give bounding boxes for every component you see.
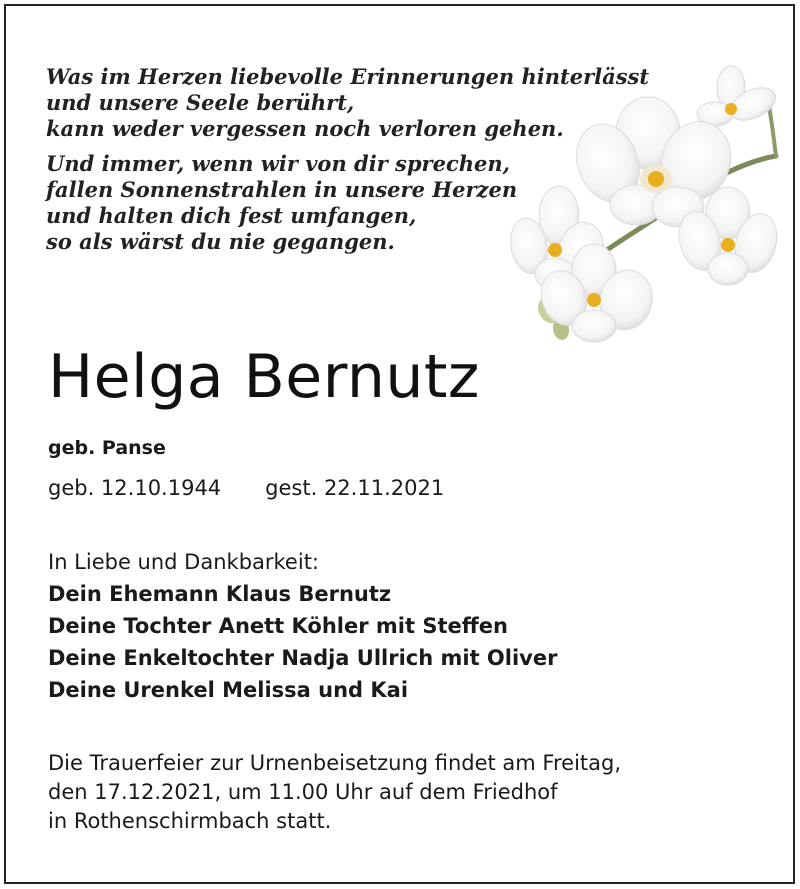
mourner-entry: Deine Enkeltochter Nadja Ullrich mit Oliver [48, 646, 558, 670]
poem-line: so als wärst du nie gegangen. [46, 229, 395, 254]
poem-line: Und immer, wenn wir von dir sprechen, [46, 151, 510, 176]
funeral-service-notice [48, 749, 768, 836]
white-orchid-icon [506, 61, 796, 351]
poem-line: und halten dich fest umfangen, [46, 203, 417, 228]
mourner-entry: Deine Tochter Anett Köhler mit Steffen [48, 614, 508, 638]
life-dates [48, 473, 444, 503]
poem-line: und unsere Seele berührt, [46, 90, 355, 115]
poem-line: Was im Herzen liebevolle Erinnerungen hinterlässt [46, 64, 650, 89]
poem-line: kann weder vergessen noch verloren gehen. [46, 116, 564, 141]
mourner-entry: Deine Urenkel Melissa und Kai [48, 678, 409, 702]
poem-line: fallen Sonnenstrahlen in unsere Herzen [46, 177, 518, 202]
birth-date: geb. 12.10.1944 [48, 476, 222, 500]
obituary-card [4, 4, 795, 884]
mourner-entry: Dein Ehemann Klaus Bernutz [48, 582, 392, 606]
service-line: Die Trauerfeier zur Urnenbeisetzung findet am Freitag, [48, 751, 622, 775]
death-date: gest. 22.11.2021 [265, 476, 445, 500]
deceased-name: Helga Bernutz [48, 342, 480, 412]
mourners-intro: In Liebe und Dankbarkeit: [48, 550, 320, 574]
mourners-list [48, 546, 557, 706]
service-line: den 17.12.2021, um 11.00 Uhr auf dem Friedhof [48, 780, 558, 804]
maiden-name: geb. Panse [48, 437, 166, 459]
service-line: in Rothenschirmbach statt. [48, 809, 332, 833]
